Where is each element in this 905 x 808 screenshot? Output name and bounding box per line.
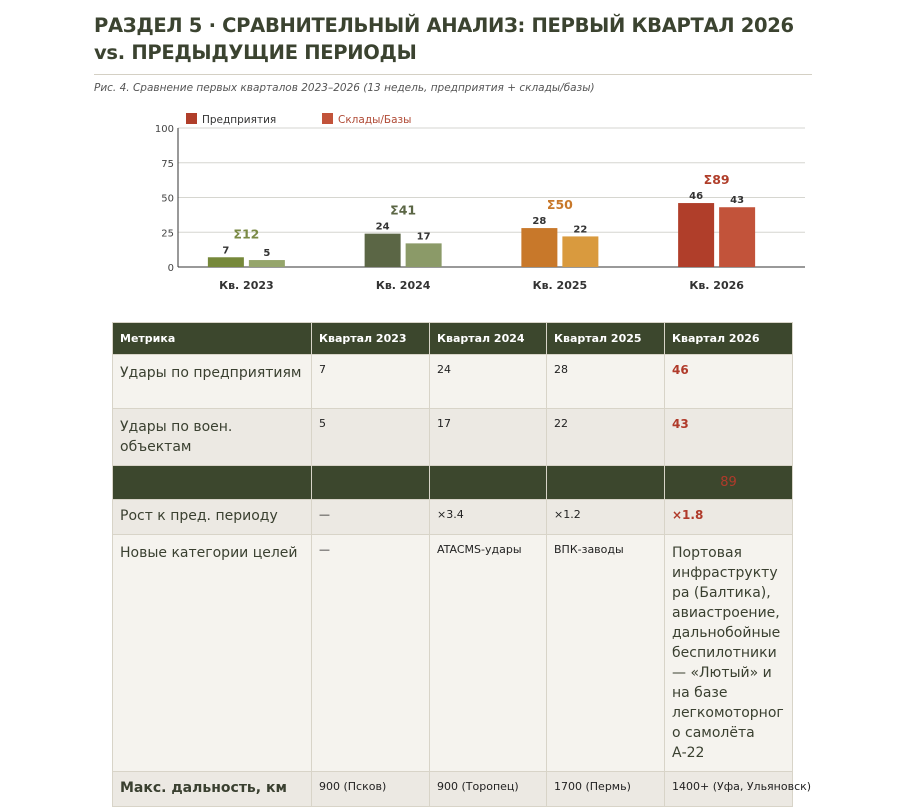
cell: 28 <box>547 355 665 409</box>
cell-metric: Новые категории целей <box>113 535 312 772</box>
cell-total: 89 <box>665 466 793 500</box>
cell: 900 (Псков) <box>312 772 430 807</box>
cell: — <box>312 535 430 772</box>
page-title: РАЗДЕЛ 5 · СРАВНИТЕЛЬНЫЙ АНАЛИЗ: ПЕРВЫЙ КВАРТАЛ 2026 vs. ПРЕДЫДУЩИЕ ПЕРИОДЫ <box>94 14 794 64</box>
bar-value-label: 22 <box>573 224 588 236</box>
cell: — <box>312 500 430 535</box>
bar <box>249 260 285 267</box>
bar-chart <box>0 0 905 300</box>
cell: 7 <box>312 355 430 409</box>
cell-metric: Макс. дальность, км <box>113 772 312 807</box>
table-row <box>113 535 793 772</box>
total-label: Σ12 <box>233 226 260 242</box>
table-row <box>113 355 793 409</box>
total-label: Σ41 <box>390 202 417 218</box>
bar-value-label: 43 <box>730 195 745 207</box>
cell-highlight: 46 <box>665 355 793 409</box>
legend-swatch <box>322 113 333 124</box>
bar-value-label: 17 <box>416 231 431 243</box>
header-q2026: Квартал 2026 <box>665 323 793 355</box>
cell: ВПК-заводы <box>547 535 665 772</box>
bar <box>562 236 598 267</box>
cell <box>547 466 665 500</box>
cell: 900 (Торопец) <box>430 772 547 807</box>
bar <box>406 243 442 267</box>
cell: 1700 (Пермь) <box>547 772 665 807</box>
cell <box>113 466 312 500</box>
table-row <box>113 409 793 466</box>
cell-highlight: 43 <box>665 409 793 466</box>
cell-highlight: ×1.8 <box>665 500 793 535</box>
bar <box>678 203 714 267</box>
legend-swatch <box>186 113 197 124</box>
cell-metric: Удары по воен. объектам <box>113 409 312 466</box>
table-row <box>113 772 793 807</box>
cell <box>312 466 430 500</box>
bar-value-label: 24 <box>375 221 390 233</box>
header-metric: Метрика <box>113 323 312 355</box>
x-tick-label: Кв. 2024 <box>375 279 431 292</box>
x-tick-label: Кв. 2026 <box>689 279 744 292</box>
total-row <box>113 466 793 500</box>
cell-metric: Удары по предприятиям <box>113 355 312 409</box>
x-tick-label: Кв. 2025 <box>532 279 588 292</box>
cell: ×3.4 <box>430 500 547 535</box>
bar-value-label: 5 <box>263 248 271 260</box>
y-tick-label: 0 <box>167 263 174 274</box>
y-tick-label: 25 <box>161 228 174 240</box>
cell <box>430 466 547 500</box>
x-tick-label: Кв. 2023 <box>219 279 274 292</box>
bar <box>719 207 755 267</box>
header-q2024: Квартал 2024 <box>430 323 547 355</box>
cell-metric: Рост к пред. периоду <box>113 500 312 535</box>
bar <box>208 257 244 267</box>
y-tick-label: 75 <box>161 158 174 170</box>
bar <box>521 228 557 267</box>
cell: 22 <box>547 409 665 466</box>
cell: 17 <box>430 409 547 466</box>
comparison-table <box>112 322 812 807</box>
cell: ATACMS-удары <box>430 535 547 772</box>
y-tick-label: 50 <box>161 193 174 205</box>
bar-value-label: 7 <box>222 245 230 257</box>
legend-label: Предприятия <box>202 114 277 126</box>
cell: 1400+ (Уфа, Ульяновск) <box>665 772 793 807</box>
cell: 5 <box>312 409 430 466</box>
header-q2023: Квартал 2023 <box>312 323 430 355</box>
table-row <box>113 500 793 535</box>
table-header-row <box>113 323 793 355</box>
header-q2025: Квартал 2025 <box>547 323 665 355</box>
legend-label: Склады/Базы <box>338 114 412 126</box>
cell: ×1.2 <box>547 500 665 535</box>
bar-value-label: 46 <box>689 191 704 203</box>
bar-value-label: 28 <box>532 216 547 228</box>
bar <box>365 234 401 267</box>
total-label: Σ50 <box>546 197 573 213</box>
y-tick-label: 100 <box>154 124 174 135</box>
total-label: Σ89 <box>703 172 730 188</box>
cell: 24 <box>430 355 547 409</box>
cell-categories-2026: Портовая инфраструктура (Балтика), авиастроение, дальнобойные беспилотники — «Лютый» и на базе легкомоторного самолёта А-22 <box>665 535 793 772</box>
figure-caption: Рис. 4. Сравнение первых кварталов 2023–2026 (13 недель, предприятия + склады/базы) <box>94 82 595 94</box>
